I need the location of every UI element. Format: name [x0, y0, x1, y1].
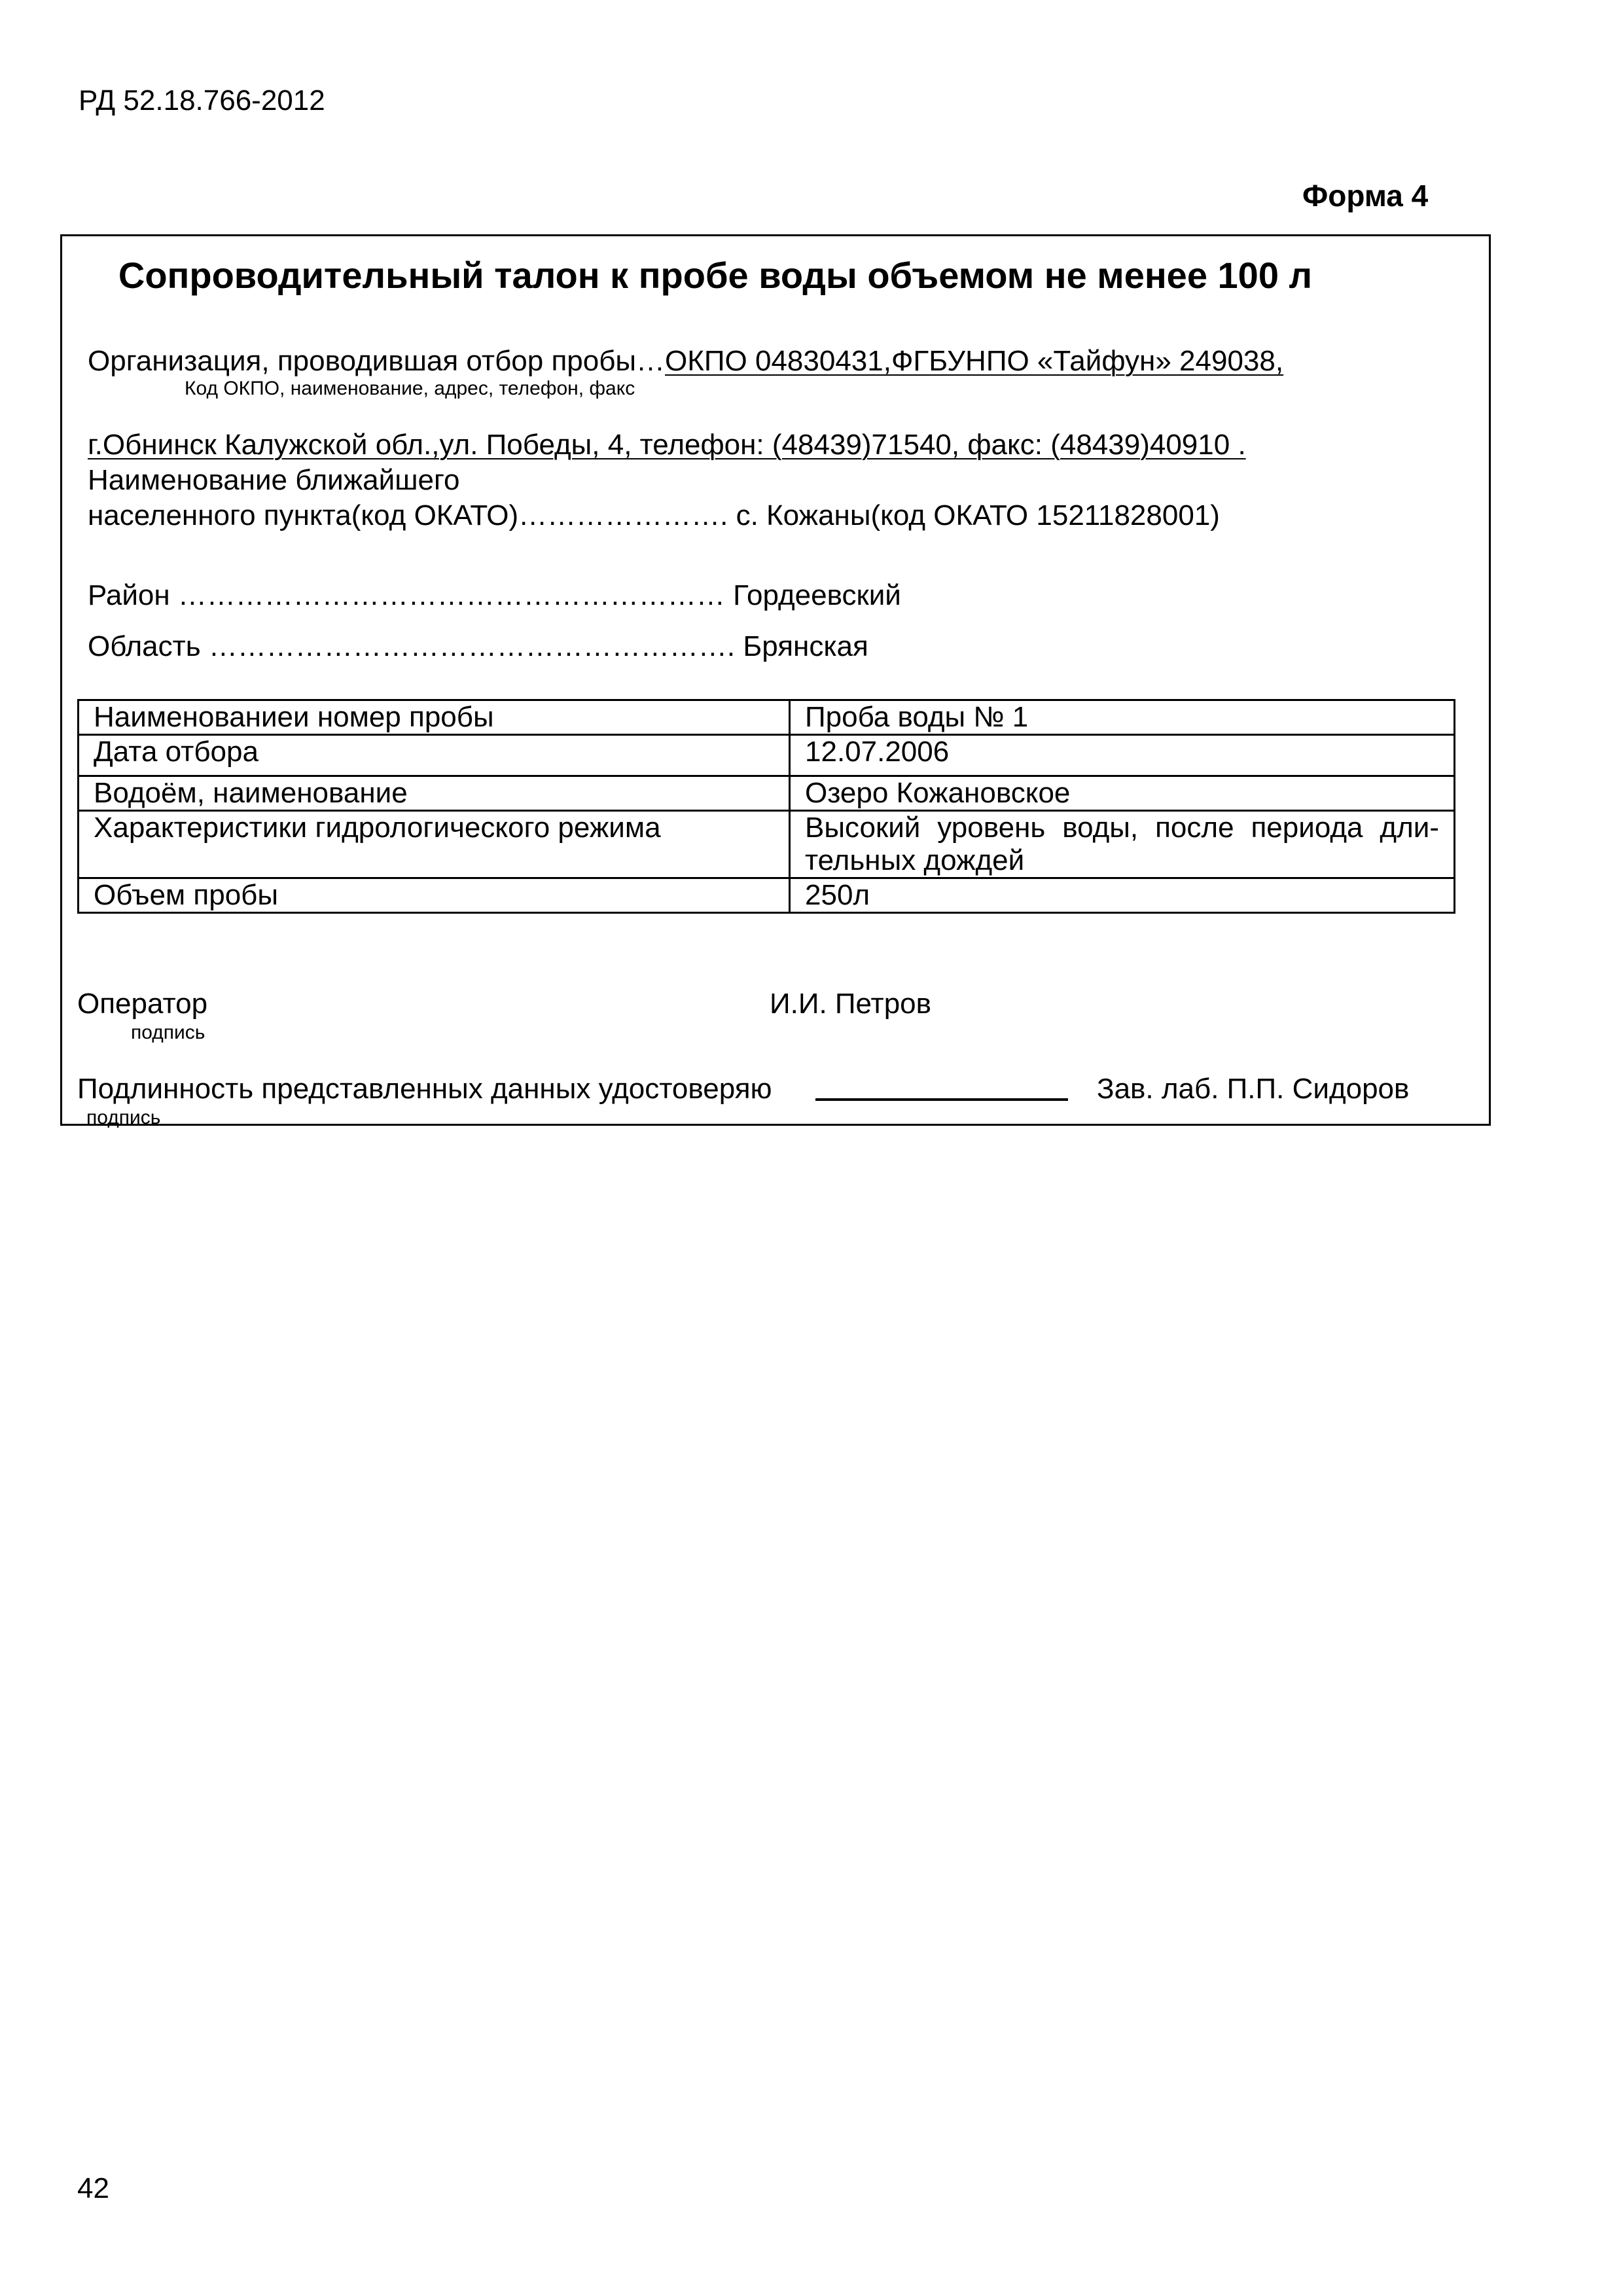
region-label: Область ……………………………………………….	[88, 630, 743, 662]
district-row	[88, 579, 901, 613]
form-title: Сопроводительный талон к пробе воды объемом не менее 100 л	[118, 255, 1313, 296]
settlement-label-line1: Наименование ближайшего	[88, 464, 460, 496]
table-row	[79, 878, 1455, 913]
organization-value-line2: г.Обнинск Калужской обл.,ул. Победы, 4, телефон: (48439)71540, факс: (48439)40910 .	[88, 429, 1246, 461]
operator-name: И.И. Петров	[770, 988, 932, 1020]
page-number: 42	[77, 2172, 109, 2204]
table-cell-label: Характеристики гидрологического режима	[79, 811, 790, 878]
sample-info-table	[77, 699, 1455, 914]
region-value: Брянская	[743, 630, 868, 662]
form-number-label: Форма 4	[1302, 179, 1429, 213]
organization-row	[88, 344, 1283, 378]
table-cell-label: Дата отбора	[79, 735, 790, 776]
region-row	[88, 630, 868, 664]
table-cell-value: 12.07.2006	[790, 735, 1455, 776]
settlement-row	[88, 499, 1220, 533]
table-row	[79, 700, 1455, 735]
certify-signature-hint: подпись	[86, 1107, 161, 1128]
table-row	[79, 776, 1455, 811]
table-cell-label: Водоём, наименование	[79, 776, 790, 811]
certify-label: Подлинность представленных данных удостоверяю	[77, 1073, 772, 1105]
table-cell-value: Проба воды № 1	[790, 700, 1455, 735]
district-value: Гордеевский	[733, 579, 901, 611]
organization-hint: Код ОКПО, наименование, адрес, телефон, факс	[185, 378, 635, 399]
certify-name: Зав. лаб. П.П. Сидоров	[1097, 1073, 1410, 1105]
table-cell-value: Озеро Кожановское	[790, 776, 1455, 811]
table-cell-label: Наименованиеи номер пробы	[79, 700, 790, 735]
operator-label: Оператор	[77, 988, 208, 1020]
organization-value-line1: ОКПО 04830431,ФГБУНПО «Тайфун» 249038,	[665, 345, 1284, 377]
settlement-label-line2: населенного пункта(код ОКАТО)………………….	[88, 499, 728, 531]
table-row	[79, 735, 1455, 776]
organization-label: Организация, проводившая отбор пробы…	[88, 345, 666, 377]
table-row	[79, 811, 1455, 878]
district-label: Район …………………………………………………	[88, 579, 725, 611]
operator-signature-hint: подпись	[131, 1022, 205, 1043]
table-cell-value: 250л	[790, 878, 1455, 913]
table-cell-label: Объем пробы	[79, 878, 790, 913]
settlement-value: с. Кожаны(код ОКАТО 15211828001)	[736, 499, 1220, 531]
signature-line	[815, 1098, 1068, 1101]
document-code: РД 52.18.766-2012	[79, 84, 325, 117]
table-cell-value: Высокий уровень воды, после периода дли-тельных дождей	[790, 811, 1455, 878]
